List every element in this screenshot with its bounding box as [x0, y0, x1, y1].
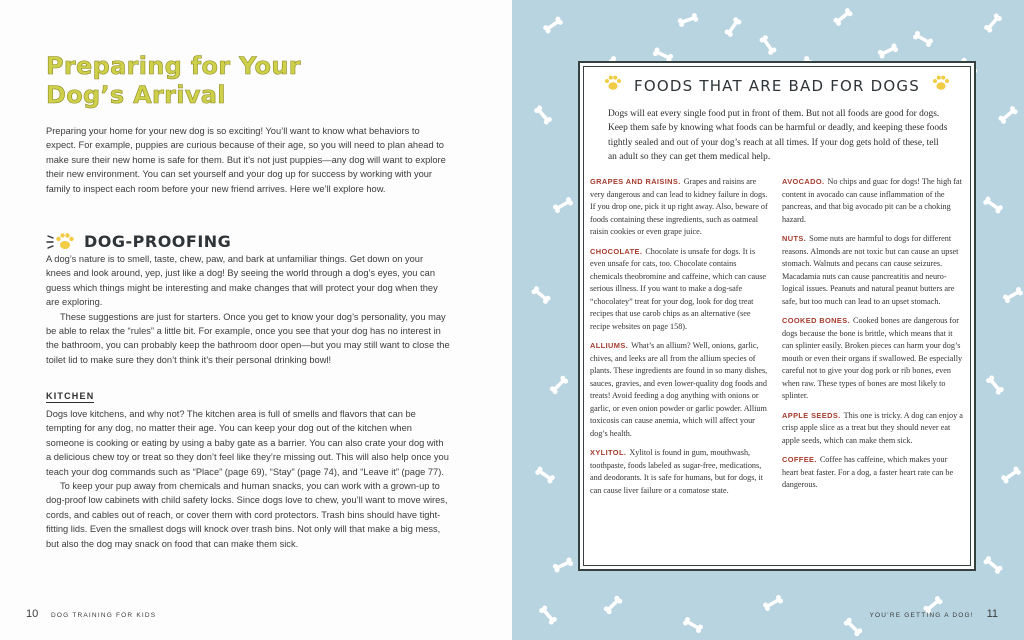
food-entry	[590, 340, 771, 440]
right-column	[782, 176, 963, 499]
food-description: Coffee has caffeine, which makes your heart beat faster. For a dog, a faster heart rate can be dangerous.	[782, 455, 954, 489]
bone-icon	[1001, 285, 1024, 305]
bone-icon	[761, 593, 785, 613]
food-keyword: AVOCADO.	[782, 177, 825, 186]
food-keyword: NUTS.	[782, 234, 807, 243]
food-entry	[590, 176, 771, 239]
bone-icon	[529, 284, 552, 306]
bone-icon	[842, 616, 865, 639]
left-column	[590, 176, 771, 504]
bone-icon	[548, 374, 571, 397]
dog-proofing-text	[46, 252, 450, 367]
dog-proofing-heading	[46, 228, 231, 254]
title-line-2: Dog’s Arrival	[46, 81, 226, 109]
paw-icon	[932, 75, 950, 96]
food-description: Cooked bones are dangerous for dogs because the bone is brittle, which means that it can splinter easily. Broken pieces can harm your dog’s mouth or even their organs if swallowed. Be especially careful not to give your dog pork or rib bones, even when raw. These types of bones are most likely to splinter.	[782, 316, 963, 400]
bone-icon	[999, 465, 1023, 486]
food-keyword: COFFEE.	[782, 455, 817, 464]
food-entry	[782, 233, 963, 308]
section-title: DOG-PROOFING	[84, 231, 232, 251]
food-description: This one is tricky. A dog can enjoy a crisp apple slice as a treat but they should never eat apple seeds, which can make them sick.	[782, 410, 963, 445]
kitchen-text	[46, 407, 450, 551]
food-keyword: APPLE SEEDS.	[782, 410, 841, 420]
card-title: FOODS THAT ARE BAD FOR DOGS	[634, 76, 920, 95]
card-header	[580, 75, 974, 96]
paragraph: A dog’s nature is to smell, taste, chew, paw, and bark at unfamiliar things. Get down on your knees and look around, yep, just like a dog! By seeing the world through a dog’s eyes, you can guess which things might be interesting and make changes that will protect your dog when they are exploring.	[46, 254, 438, 308]
food-keyword: GRAPES AND RAISINS.	[590, 177, 681, 186]
food-entry	[782, 410, 963, 448]
food-entry	[782, 315, 963, 403]
intro-text	[46, 124, 450, 196]
bone-icon	[533, 465, 557, 486]
bone-icon	[551, 556, 575, 574]
title-line-1: Preparing for Your	[46, 52, 301, 80]
bone-icon	[541, 15, 565, 36]
bone-icon	[676, 12, 700, 29]
paw-icon	[604, 75, 622, 96]
paragraph: These suggestions are just for starters. Once you get to know your dog’s personality, you may be able to relax the “rules” a little bit. For example, once you see that your dog has no interest in the bathroom, you can probably keep the bathroom door open—but you may still want to close the toilet lid to make sure they don’t think it’s their personal drinking bowl!	[46, 311, 450, 365]
running-footer: DOG TRAINING FOR KIDS	[51, 612, 157, 619]
intro-paragraph: Preparing your home for your new dog is so exciting! You’ll want to know what behaviors to expect. For example, puppies are curious because of their age, so you will need to plan ahead to make sure their new home is safe for them. But it’s not just puppies—any dog will want to explore their new environment. You can set yourself and your dog up for success by working with your family to inspect each room before your new friend arrives. Here we’ll explore how.	[46, 126, 446, 194]
bone-icon	[723, 15, 744, 39]
bone-icon	[758, 33, 779, 57]
bone-icon	[681, 615, 705, 635]
page-footer-left	[26, 608, 156, 620]
food-keyword: ALLIUMS.	[590, 341, 629, 350]
food-description: No chips and guac for dogs! The high fat content in avocado can cause inflammation of the pancreas, and that big avocado pit can be a choking hazard.	[782, 177, 962, 224]
right-page	[512, 0, 1024, 640]
kitchen-heading: KITCHEN	[46, 391, 95, 401]
paragraph: To keep your pup away from chemicals and human snacks, you can work with a grown-up to dog-proof low cabinets with child safety locks. Since dogs love to chew, you’ll want to move wires, cords, and cables out of reach, or cover them with cord protectors. Trash bins should have tight-fitting lids. Even the smallest dogs will knock over trash bins. Not only will that make a big mess, but also the dog may snack on food that can make them sick.	[46, 481, 448, 549]
food-entry	[590, 246, 771, 334]
bone-icon	[537, 603, 559, 626]
paw-icon	[46, 230, 76, 252]
bone-icon	[532, 103, 554, 126]
page-title	[46, 52, 346, 110]
food-keyword: XYLITOL.	[590, 448, 627, 457]
food-entry	[782, 454, 963, 492]
food-description: Grapes and raisins are very dangerous and can lead to kidney failure in dogs. If you drop one, pick it up right away. Also, beware of foods containing these ingredients, such as oatmeal raisin cookies or even grape juice.	[590, 177, 768, 236]
bone-icon	[981, 554, 1004, 576]
running-footer: YOU’RE GETTING A DOG!	[869, 612, 974, 619]
bone-icon	[602, 594, 625, 617]
food-entry	[782, 176, 963, 226]
bone-icon	[982, 11, 1004, 34]
bone-icon	[911, 29, 935, 49]
food-description: What’s an allium? Well, onions, garlic, chives, and leeks are all from the allium species of plants. These ingredients are found in so many dishes, sauces, gravies, and even lower-quality dog foods and treats! Avoid feeding a dog anything with onions or garlic, or even onion powder or garlic powder. Allium toxicosis can cause anemia, which will affect your dog’s health.	[590, 341, 768, 438]
paragraph: Dogs love kitchens, and why not? The kitchen area is full of smells and flavors that can be tempting for any dog, no matter their age. You can keep your dog out of the kitchen when someone is cooking or eating by using a baby gate as a barrier. You can also crate your dog with a delicious chew toy or treat so they don’t feel like they’re missing out. This will also help once you teach your dog commands such as “Place” (page 69), “Stay” (page 74), and “Leave it” (page 77).	[46, 409, 449, 477]
bone-icon	[831, 6, 854, 28]
page-footer-right	[870, 608, 999, 620]
food-description: Xylitol is found in gum, mouthwash, toothpaste, foods labeled as sugar-free, medications, and deodorants. It is safe for humans, but for dogs, it can cause liver failure or a comatose state.	[590, 448, 764, 495]
food-description: Some nuts are harmful to dogs for different reasons. Almonds are not toxic but can cause an upset stomach. Walnuts and pecans can cause seizures. Macadamia nuts can cause pancreatitis and neurological issues. Peanuts and natural peanut butters are safe, but too much can lead to an upset stomach.	[782, 234, 959, 306]
food-keyword: COOKED BONES.	[782, 316, 851, 325]
bone-icon	[981, 195, 1005, 216]
page-number: 10	[26, 608, 39, 620]
bone-icon	[551, 195, 575, 215]
foods-card	[578, 61, 976, 571]
bone-icon	[984, 373, 1006, 396]
food-keyword: CHOCOLATE.	[590, 246, 643, 256]
card-intro: Dogs will eat every single food put in front of them. But not all foods are good for dogs. Keep them safe by knowing what foods can be harmful or deadly, and keeping these foods tightly sealed and out of your dog’s reach at all times. If your dog gets hold of these, tell an adult so they can get them medical help.	[608, 109, 948, 162]
bone-icon	[876, 42, 900, 60]
food-description: Chocolate is unsafe for dogs. It is even unsafe for cats, too. Chocolate contains chemicals theobromine and caffeine, which can cause serious illness. If you want to make a dog-safe “chocolatey” treat for your dog, look for dog treat recipes that use carob chips as an alternative (see recipe websites on page 158).	[590, 246, 767, 331]
food-entry	[590, 447, 771, 497]
page-number: 11	[986, 608, 998, 620]
bone-icon	[996, 104, 1019, 126]
